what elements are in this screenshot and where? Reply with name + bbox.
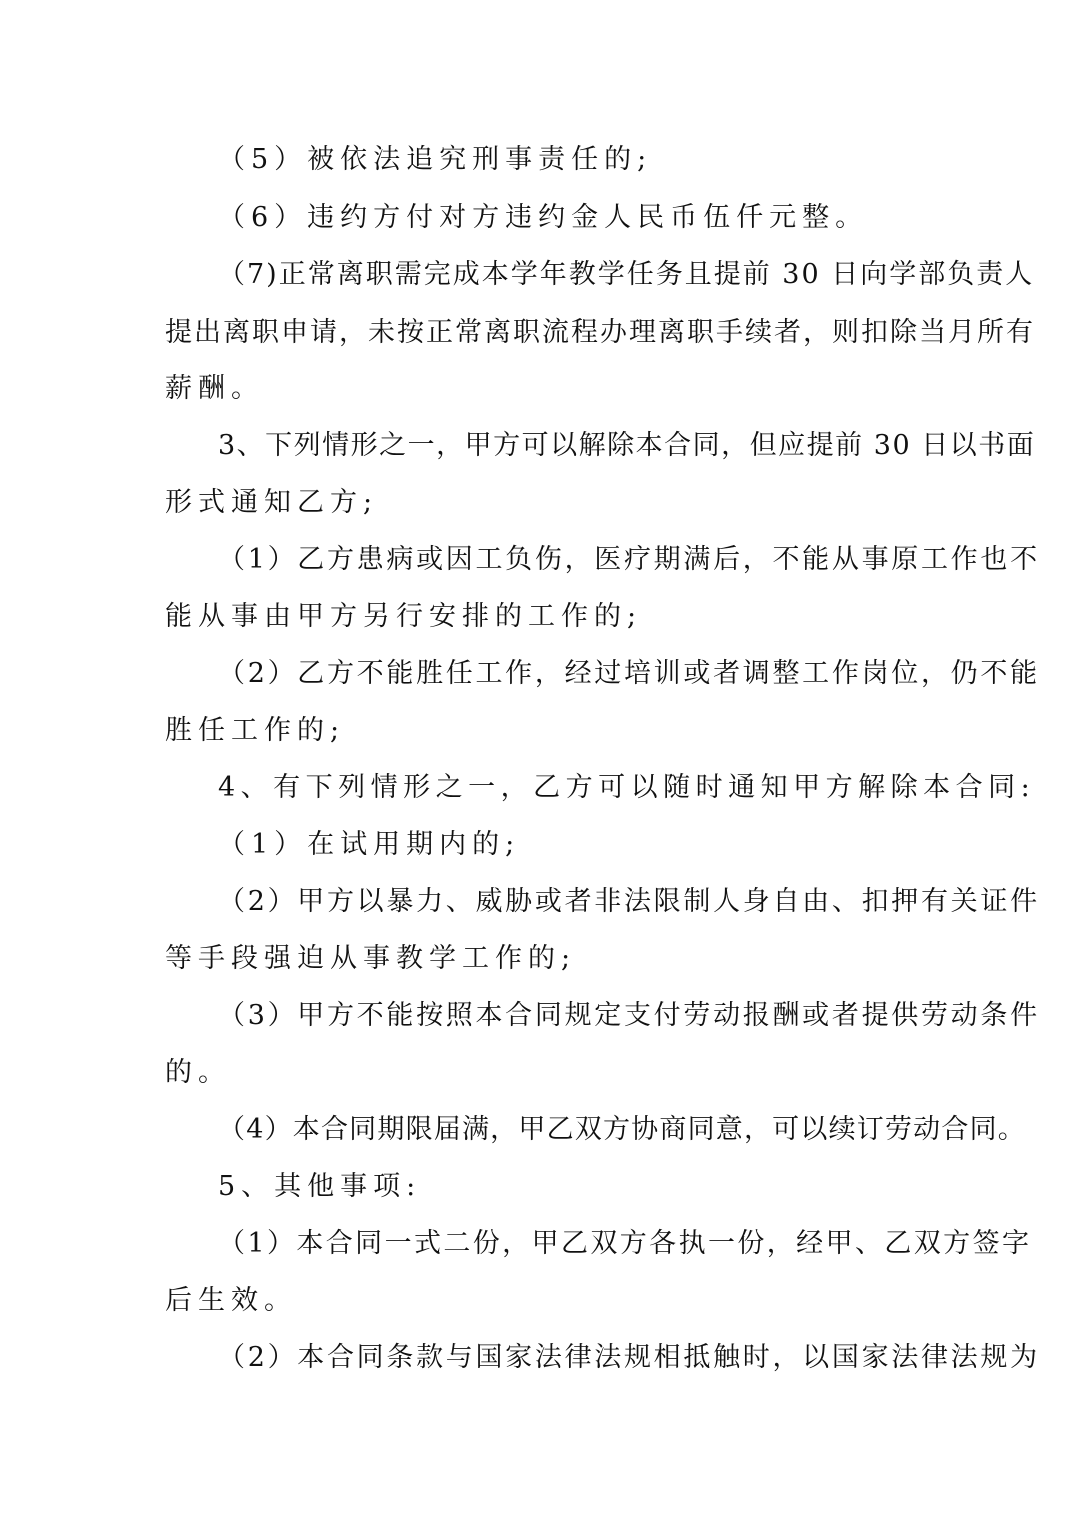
section-3-item-2-line-2: 胜任工作的; <box>165 715 346 746</box>
clause-7-line-3: 薪酬。 <box>165 373 264 404</box>
section-4-item-3-line-2: 的。 <box>165 1057 231 1088</box>
section-5-heading: 5、其他事项: <box>218 1171 422 1202</box>
section-4-item-2-line-1: （2）甲方以暴力、威胁或者非法限制人身自由、扣押有关证件 <box>218 886 1040 917</box>
section-4-item-2-line-2: 等手段强迫从事教学工作的; <box>165 943 577 974</box>
section-5-item-1-line-2: 后生效。 <box>165 1285 297 1316</box>
section-4-heading: 4、有下列情形之一，乙方可以随时通知甲方解除本合同: <box>218 772 1036 803</box>
section-3-line-2: 形式通知乙方; <box>165 487 379 518</box>
section-3-item-1-line-1: （1）乙方患病或因工负伤，医疗期满后，不能从事原工作也不 <box>218 544 1040 575</box>
section-4-item-3-line-1: （3）甲方不能按照本合同规定支付劳动报酬或者提供劳动条件 <box>218 1000 1040 1031</box>
section-3-item-2-line-1: （2）乙方不能胜任工作，经过培训或者调整工作岗位，仍不能 <box>218 658 1040 689</box>
clause-7-line-2: 提出离职申请，未按正常离职流程办理离职手续者，则扣除当月所有 <box>165 317 1035 348</box>
section-4-item-4: （4）本合同期限届满，甲乙双方协商同意，可以续订劳动合同。 <box>218 1114 1026 1145</box>
section-4-item-1: （1）在试用期内的; <box>218 829 521 860</box>
section-5-item-1-line-1: （1）本合同一式二份，甲乙双方各执一份，经甲、乙双方签字 <box>218 1228 1032 1259</box>
section-3-line-1: 3、下列情形之一，甲方可以解除本合同，但应提前 30 日以书面 <box>218 430 1036 461</box>
section-5-item-2-line-1: （2）本合同条款与国家法律法规相抵触时，以国家法律法规为 <box>218 1342 1040 1373</box>
clause-5: （5）被依法追究刑事责任的; <box>218 144 653 175</box>
clause-7-line-1: （7)正常离职需完成本学年教学任务且提前 30 日向学部负责人 <box>218 259 1035 290</box>
clause-6: （6）违约方付对方违约金人民币伍仟元整。 <box>218 202 869 233</box>
section-3-item-1-line-2: 能从事由甲方另行安排的工作的; <box>165 601 643 632</box>
